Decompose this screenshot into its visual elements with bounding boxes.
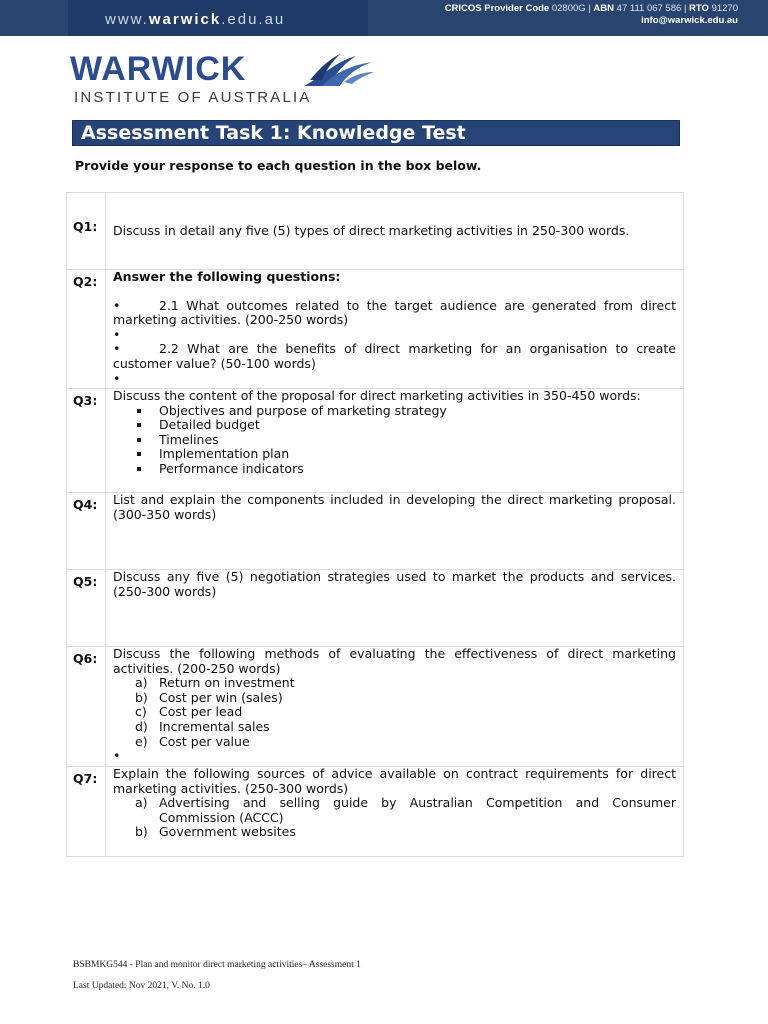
question-row-q1 [67, 193, 684, 270]
question-number [67, 767, 106, 857]
q1-label: Q1: [73, 219, 98, 234]
question-text-cell[interactable] [106, 767, 684, 857]
q4-text: List and explain the components included in developing the direct marketing proposal. (300-350 words) [113, 492, 676, 522]
q7-text: Explain the following sources of advice available on contract requirements for direct marketing activities. (250-300 words) [113, 766, 676, 796]
warwick-logo [70, 52, 380, 110]
list-item: Performance indicators [113, 462, 676, 477]
list-item: d) Incremental sales [135, 718, 270, 734]
cricos-label: CRICOS Provider Code [444, 3, 550, 14]
q7-list [113, 796, 676, 840]
question-row-q4 [67, 493, 684, 570]
question-number [67, 193, 106, 270]
q6-label: Q6: [73, 651, 98, 666]
wave-sail-icon [300, 52, 376, 92]
cricos-value: 02800G [551, 3, 586, 14]
q4-label: Q4: [73, 497, 98, 512]
q2-label: Q2: [73, 274, 98, 289]
site-url-prefix: www. [105, 11, 149, 28]
empty-bullet: • [113, 370, 121, 386]
question-number [67, 493, 106, 570]
question-number [67, 647, 106, 767]
empty-bullet: • [113, 326, 121, 342]
q2-heading: Answer the following questions: [113, 269, 341, 284]
header-bar [0, 0, 768, 36]
contact-email[interactable]: info@warwick.edu.au [641, 15, 738, 26]
q5-label: Q5: [73, 574, 98, 589]
q3-label: Q3: [73, 393, 98, 408]
q3-list [113, 404, 676, 477]
q3-text: Discuss the content of the proposal for direct marketing activities in 350-450 words: [113, 388, 641, 403]
question-number [67, 270, 106, 389]
list-item: Objectives and purpose of marketing strategy [113, 404, 676, 419]
rto-value: 91270 [711, 3, 738, 14]
list-item: e) Cost per value [135, 733, 250, 749]
footer-course-line: BSBMKG544 - Plan and monitor direct marketing activities– Assessment 1 [73, 960, 361, 970]
abn-label: ABN [593, 3, 615, 14]
questions-table [66, 192, 684, 857]
question-text-cell[interactable] [106, 570, 684, 647]
site-url-brand: warwick [148, 11, 222, 28]
logo-subtitle: INSTITUTE OF AUSTRALIA [74, 89, 312, 106]
abn-value: 47 111 067 586 [616, 3, 682, 14]
question-text-cell[interactable] [106, 647, 684, 767]
provider-info: CRICOS Provider Code 02800G | ABN 47 111 067 586 | RTO 91270 info@warwick.edu.au [444, 3, 738, 26]
question-row-q7 [67, 767, 684, 857]
list-item: Implementation plan [113, 447, 676, 462]
list-item: a) Return on investment [135, 675, 295, 691]
question-row-q2 [67, 270, 684, 389]
question-number [67, 570, 106, 647]
question-text-cell[interactable] [106, 389, 684, 493]
instruction-text: Provide your response to each question in the box below. [75, 158, 482, 173]
site-url-suffix: .edu.au [221, 11, 286, 28]
page-title-bar [72, 120, 680, 146]
list-item: b) Government websites [135, 824, 296, 840]
q6-list [113, 676, 676, 749]
q5-text: Discuss any five (5) negotiation strategies used to market the products and services. (250-300 words) [113, 569, 676, 599]
empty-bullet: • [113, 748, 121, 764]
footer-updated-line: Last Updated: Nov 2021, V. No. 1.0 [73, 981, 210, 991]
logo-wordmark: WARWICK [70, 50, 247, 88]
list-item: Timelines [113, 433, 676, 448]
q7-label: Q7: [73, 771, 98, 786]
page-title: Assessment Task 1: Knowledge Test [81, 122, 466, 144]
question-text-cell[interactable] [106, 270, 684, 389]
list-item: Detailed budget [113, 418, 676, 433]
list-item: b) Cost per win (sales) [135, 689, 283, 705]
list-item: c) Cost per lead [135, 704, 243, 720]
q2-item-2: • 2.2 What are the benefits of direct marketing for an organisation to create customer value? (50-100 words) [113, 341, 676, 371]
question-text-cell[interactable] [106, 493, 684, 570]
q2-item-1: • 2.1 What outcomes related to the target audience are generated from direct marketing activities. (200-250 words) [113, 297, 676, 328]
question-text-cell[interactable] [106, 193, 684, 270]
question-row-q3 [67, 389, 684, 493]
list-item: a) Advertising and selling guide by Australian Competition and Consumer Commission (ACCC) [135, 795, 676, 825]
q6-text: Discuss the following methods of evaluating the effectiveness of direct marketing activities. (200-250 words) [113, 646, 676, 676]
question-row-q5 [67, 570, 684, 647]
q1-text: Discuss in detail any five (5) types of direct marketing activities in 250-300 words. [113, 223, 630, 238]
question-row-q6 [67, 647, 684, 767]
question-number [67, 389, 106, 493]
site-url[interactable] [105, 11, 285, 28]
rto-label: RTO [689, 3, 709, 14]
